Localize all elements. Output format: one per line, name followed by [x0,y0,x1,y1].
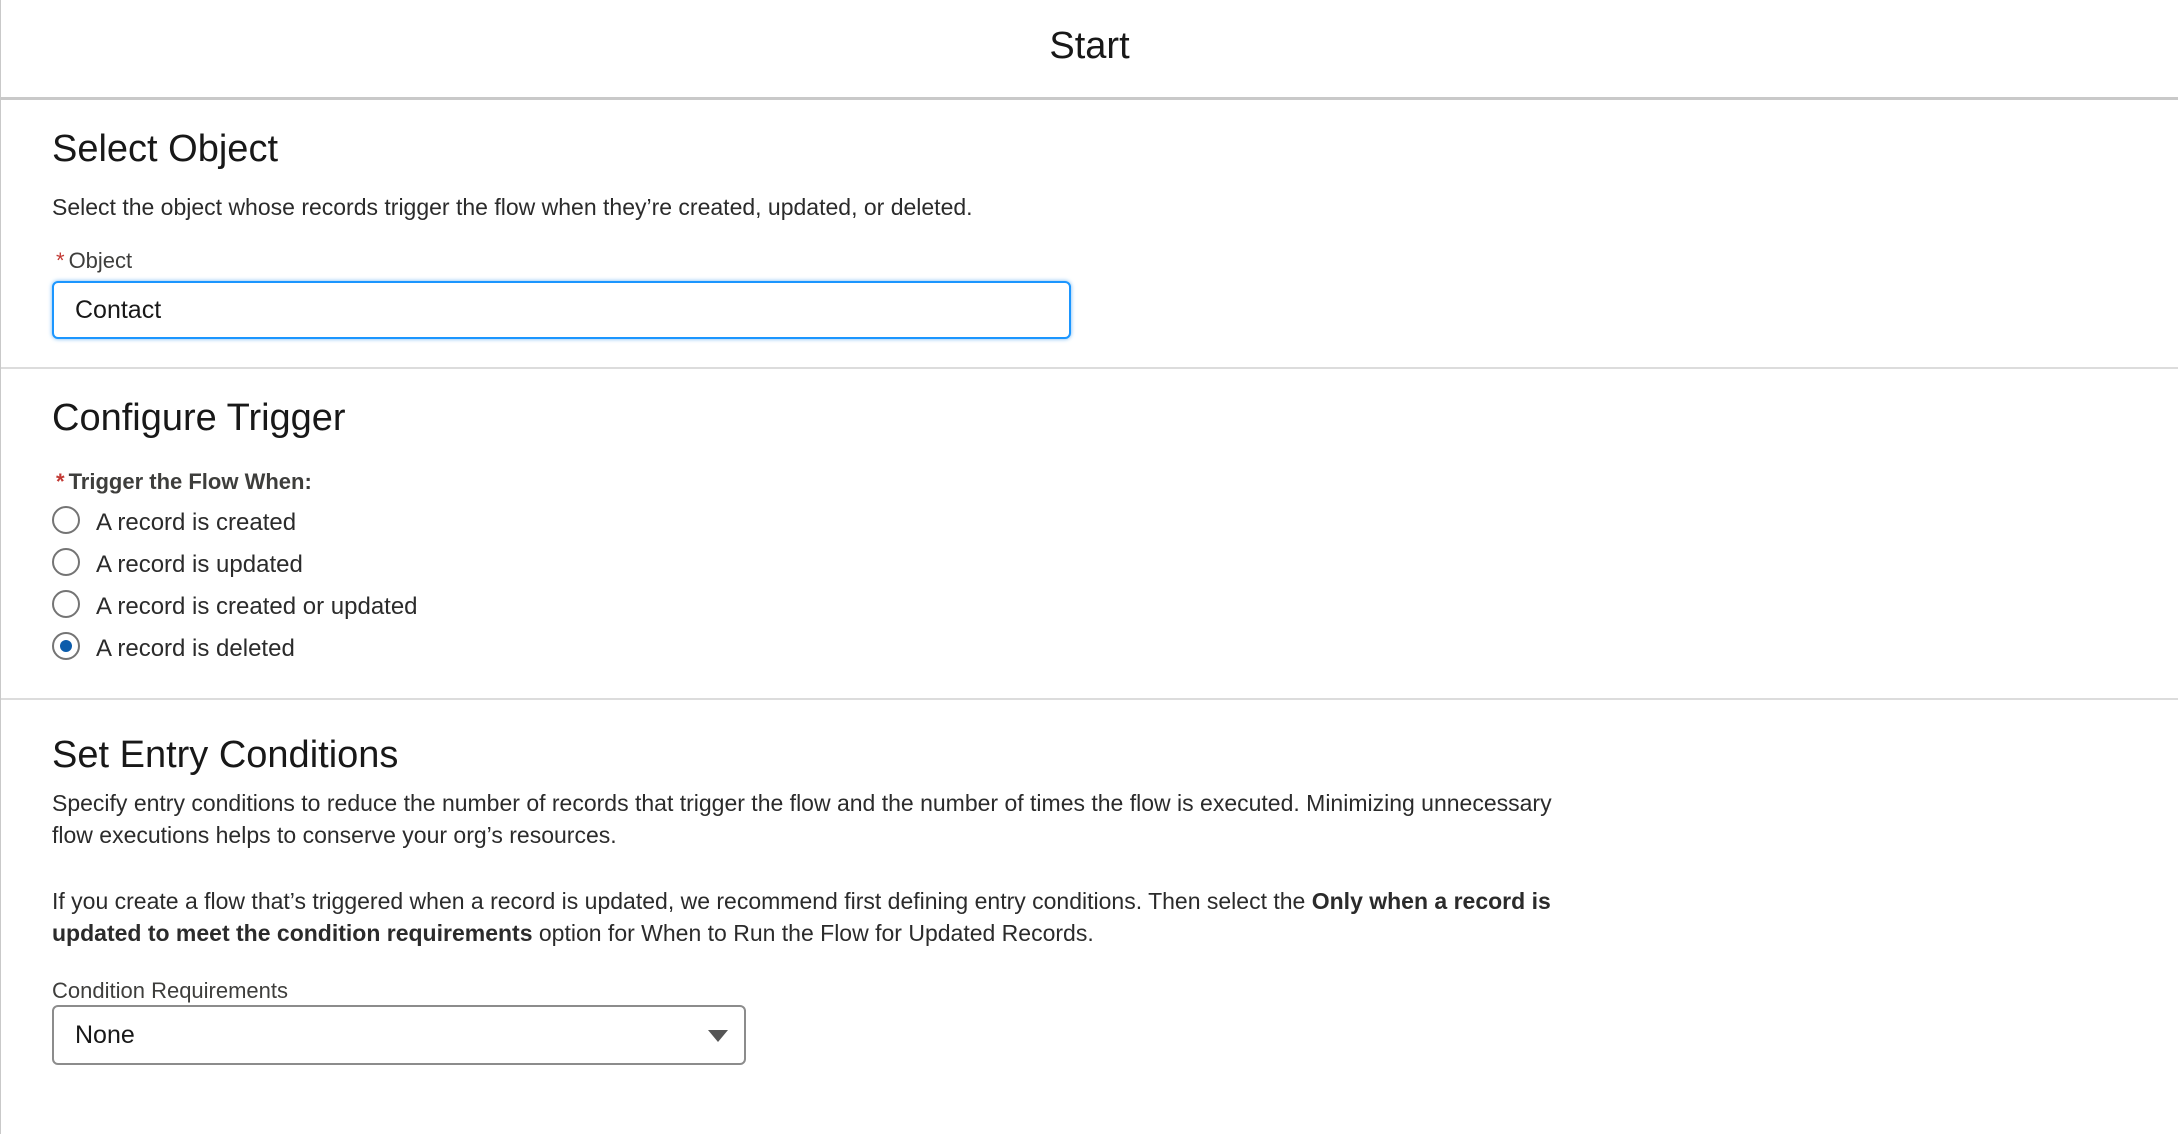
radio-button[interactable] [52,590,80,618]
recommendation-line [52,885,1551,917]
radio-button-selected[interactable] [52,632,80,660]
required-marker: * [56,469,65,494]
configure-trigger-heading: Configure Trigger [52,397,346,439]
select-object-section [1,100,2178,369]
trigger-label-text: Trigger the Flow When: [68,469,312,494]
entry-conditions-description [52,787,1552,851]
recommendation-bold-text: Only when a record is [1311,888,1551,914]
radio-label: A record is created [96,509,297,536]
recommendation-line [52,917,1551,949]
condition-requirements-label: Condition Requirements [52,978,289,1003]
chevron-down-icon [708,1030,728,1042]
panel-header [1,0,2178,100]
recommendation-text: If you create a flow that’s triggered when a record is updated, we recommend first defining entry conditions. Then select the [52,888,1312,914]
entry-conditions-section [1,700,2178,1134]
entry-conditions-heading: Set Entry Conditions [52,734,399,776]
object-label-text: Object [68,248,133,273]
configure-trigger-section [1,369,2178,700]
radio-option-deleted[interactable] [52,632,295,660]
radio-label: A record is created or updated [96,593,418,620]
description-line: Specify entry conditions to reduce the number of records that trigger the flow and the number of times the flow is executed. Minimizing unnecessary [52,790,1552,816]
recommendation-bold-text: updated to meet the condition requirements [52,920,533,946]
radio-label: A record is updated [96,551,303,578]
required-marker: * [56,248,65,273]
radio-option-created[interactable] [52,506,296,534]
recommendation-text: option for When to Run the Flow for Updated Records. [532,920,1094,946]
description-line: flow executions helps to conserve your org’s resources. [52,822,617,848]
select-value: None [75,1020,135,1049]
radio-option-created-or-updated[interactable] [52,590,418,618]
page-title: Start [1049,25,1130,67]
object-input[interactable] [52,281,1071,339]
condition-requirements-select[interactable] [52,1005,746,1065]
object-field-label [56,248,132,274]
entry-conditions-recommendation [52,885,1551,949]
radio-label: A record is deleted [96,635,295,662]
radio-option-updated[interactable] [52,548,303,576]
trigger-field-label [56,469,312,495]
radio-button[interactable] [52,506,80,534]
select-object-description: Select the object whose records trigger the flow when they’re created, updated, or deleted. [52,194,973,220]
radio-button[interactable] [52,548,80,576]
select-object-heading: Select Object [52,128,278,170]
